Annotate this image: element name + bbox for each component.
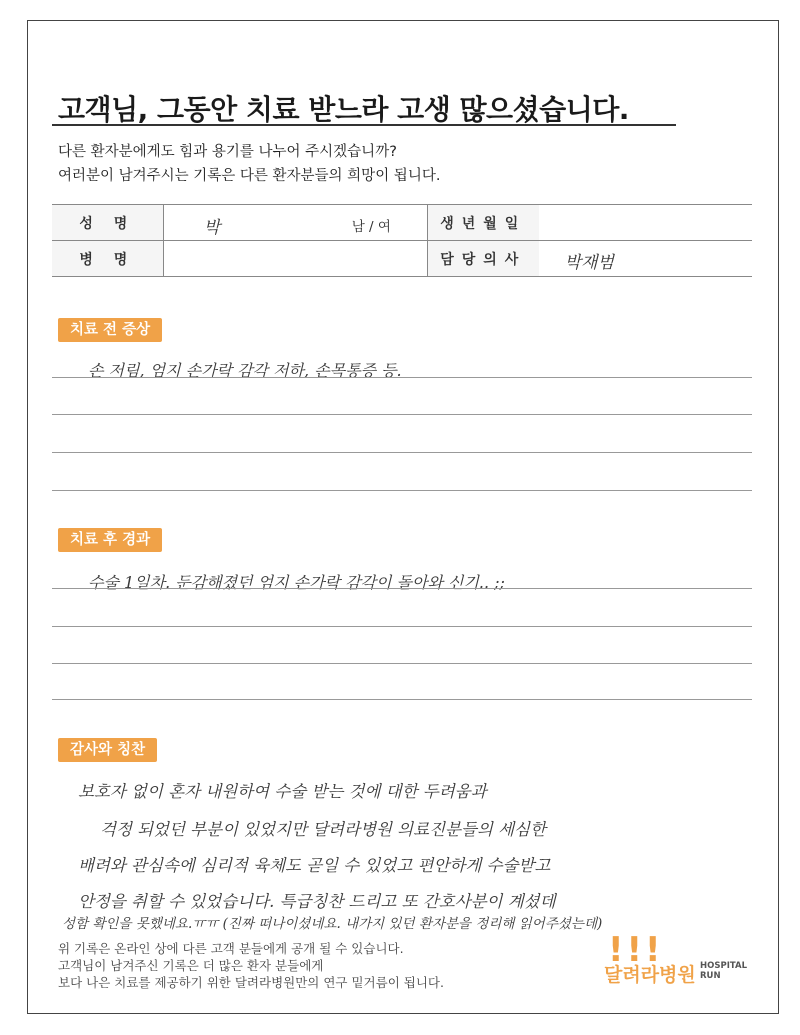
name-label: 성 명	[52, 205, 163, 241]
thanks-line-4: 안정을 취할 수 있었습니다. 특급칭찬 드리고 또 간호사분이 계셨데	[78, 892, 556, 911]
thanks-line-2: 걱정 되었던 부분이 있었지만 달려라병원 의료진분들의 세심한	[100, 820, 546, 839]
disease-label: 병 명	[52, 241, 163, 277]
section-after-label: 치료 후 경과	[58, 528, 162, 552]
birth-label: 생년월일	[427, 205, 538, 241]
patient-info-table	[52, 204, 752, 277]
footer-line-1: 위 기록은 온라인 상에 다른 고객 분들에게 공개 될 수 있습니다.	[58, 941, 404, 956]
section-before-label: 치료 전 증상	[58, 318, 162, 342]
birth-field[interactable]	[539, 205, 752, 241]
rule	[52, 452, 752, 453]
rule	[52, 377, 752, 378]
hospital-logo	[604, 930, 754, 990]
title-underline	[52, 124, 676, 126]
name-value: 박	[203, 218, 221, 238]
logo-marks: !!!	[608, 930, 664, 970]
form-title: 고객님, 그동안 치료 받느라 고생 많으셨습니다.	[58, 93, 629, 126]
before-line-1: 손 저림, 엄지 손가락 감각 저하, 손목통증 등.	[88, 361, 402, 380]
logo-en-line2: RUN	[700, 971, 721, 981]
thanks-line-5: 성함 확인을 못했네요.ㅠㅠ (진짜 떠나이셨네요. 내가지 있던 환자분을 정리해 읽어주셨는데)	[62, 916, 603, 932]
disease-field[interactable]	[163, 241, 427, 277]
name-field[interactable]	[163, 205, 427, 241]
subtitle-line-1: 다른 환자분에게도 힘과 용기를 나누어 주시겠습니까?	[58, 144, 397, 160]
thanks-line-3: 배려와 관심속에 심리적 육체도 곧일 수 있었고 편안하게 수술받고	[78, 856, 551, 875]
doctor-label: 담당의사	[427, 241, 538, 277]
rule	[52, 626, 752, 627]
logo-en-line1: HOSPITAL	[700, 961, 747, 971]
section-thanks-label: 감사와 칭찬	[58, 738, 157, 762]
rule	[52, 588, 752, 589]
doctor-value: 박재범	[564, 253, 614, 273]
rule	[52, 490, 752, 491]
footer-line-3: 보다 나은 치료를 제공하기 위한 달려라병원만의 연구 밑거름이 됩니다.	[58, 975, 444, 990]
rule	[52, 414, 752, 415]
thanks-line-1: 보호자 없이 혼자 내원하여 수술 받는 것에 대한 두려움과	[78, 782, 487, 801]
logo-en	[700, 961, 747, 981]
rule	[52, 699, 752, 700]
rule	[52, 663, 752, 664]
logo-name: 달려라병원	[604, 964, 696, 986]
after-line-1: 수술 1일차. 둔감해졌던 엄지 손가락 감각이 돌아와 신기.. ;;	[88, 573, 505, 592]
subtitle-line-2: 여러분이 남겨주시는 기록은 다른 환자분들의 희망이 됩니다.	[58, 168, 441, 184]
gender-label: 남 / 여	[351, 219, 391, 235]
footer-line-2: 고객님이 남겨주신 기록은 더 많은 환자 분들에게	[58, 958, 324, 973]
doctor-field[interactable]	[539, 241, 752, 277]
